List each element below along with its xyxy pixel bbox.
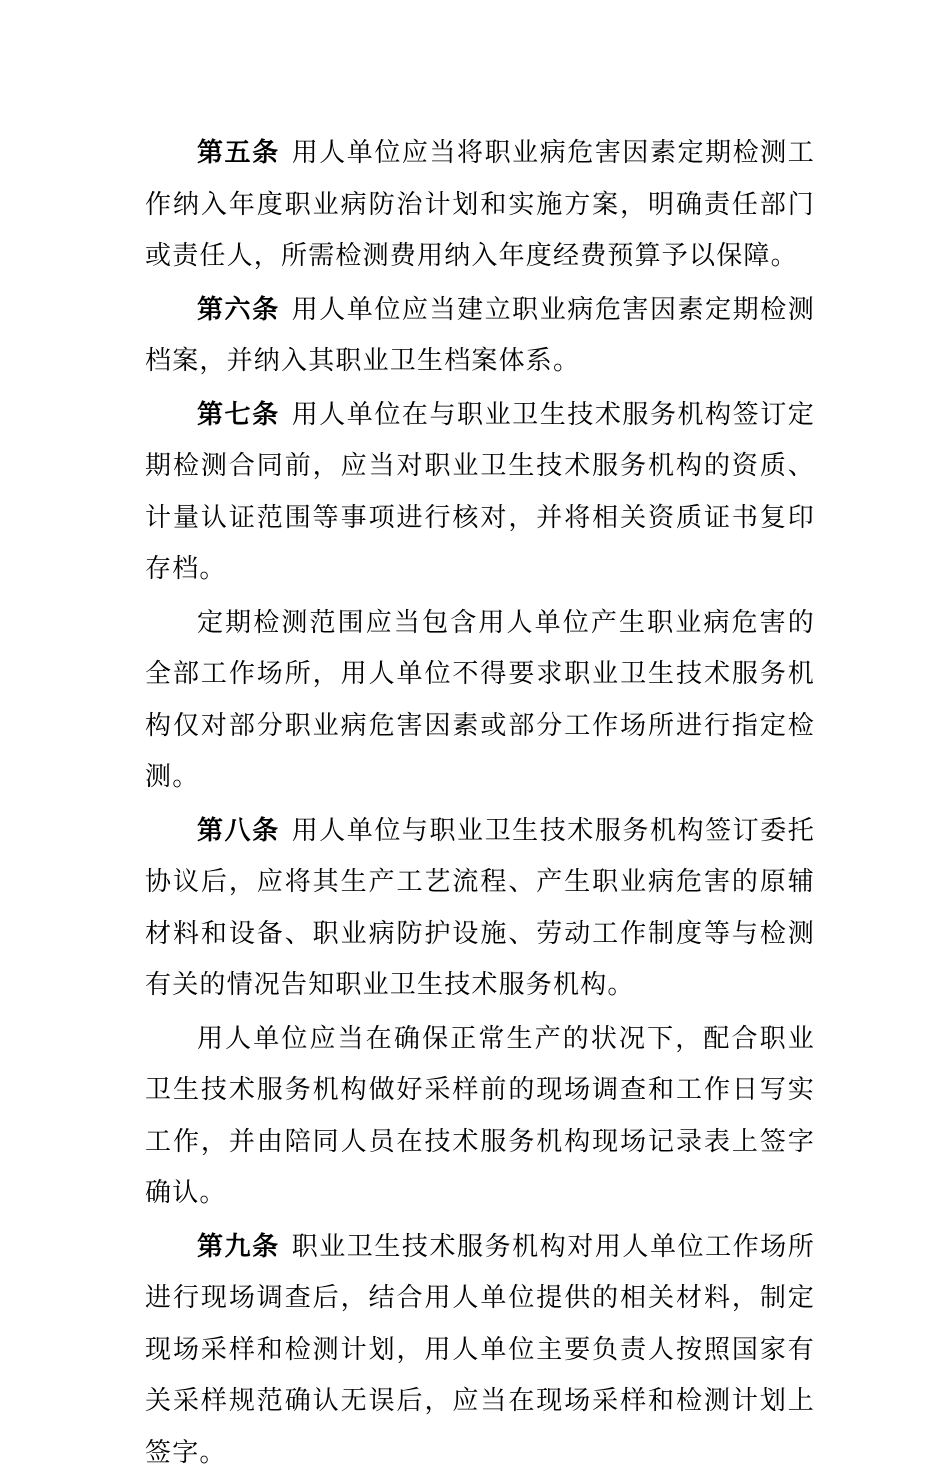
- article-heading: 第七条: [197, 400, 280, 430]
- paragraph-text: 用人单位与职业卫生技术服务机构签订委托协议后，应将其生产工艺流程、产生职业病危害的原辅材料和设备、职业病防护设施、劳动工作制度等与检测有关的情况告知职业卫生技术服务机构。: [145, 816, 815, 1001]
- article-heading: 第八条: [197, 816, 280, 846]
- paragraph-article-6: [145, 285, 815, 388]
- article-heading: 第六条: [197, 295, 280, 325]
- paragraph-text: 用人单位应当在确保正常生产的状况下，配合职业卫生技术服务机构做好采样前的现场调查和工作日写实工作，并由陪同人员在技术服务机构现场记录表上签字确认。: [145, 1024, 815, 1209]
- paragraph-text: 定期检测范围应当包含用人单位产生职业病危害的全部工作场所，用人单位不得要求职业卫生技术服务机构仅对部分职业病危害因素或部分工作场所进行指定检测。: [145, 608, 815, 793]
- paragraph-article-5: [145, 128, 815, 283]
- paragraph-article-9: [145, 1222, 815, 1479]
- document-body: [145, 128, 815, 1479]
- article-heading: 第九条: [197, 1232, 280, 1262]
- paragraph-article-7: [145, 390, 815, 596]
- article-heading: 第五条: [197, 138, 280, 168]
- paragraph-article-7-cont: [145, 598, 815, 804]
- paragraph-text: 职业卫生技术服务机构对用人单位工作场所进行现场调查后，结合用人单位提供的相关材料，制定现场采样和检测计划，用人单位主要负责人按照国家有关采样规范确认无误后，应当在现场采样和检测计划上签字。: [145, 1232, 815, 1468]
- paragraph-article-8: [145, 806, 815, 1012]
- paragraph-text: 用人单位应当建立职业病危害因素定期检测档案，并纳入其职业卫生档案体系。: [145, 295, 815, 377]
- paragraph-article-8-cont: [145, 1014, 815, 1220]
- paragraph-text: 用人单位应当将职业病危害因素定期检测工作纳入年度职业病防治计划和实施方案，明确责任部门或责任人，所需检测费用纳入年度经费预算予以保障。: [145, 138, 815, 271]
- paragraph-text: 用人单位在与职业卫生技术服务机构签订定期检测合同前，应当对职业卫生技术服务机构的资质、计量认证范围等事项进行核对，并将相关资质证书复印存档。: [145, 400, 815, 585]
